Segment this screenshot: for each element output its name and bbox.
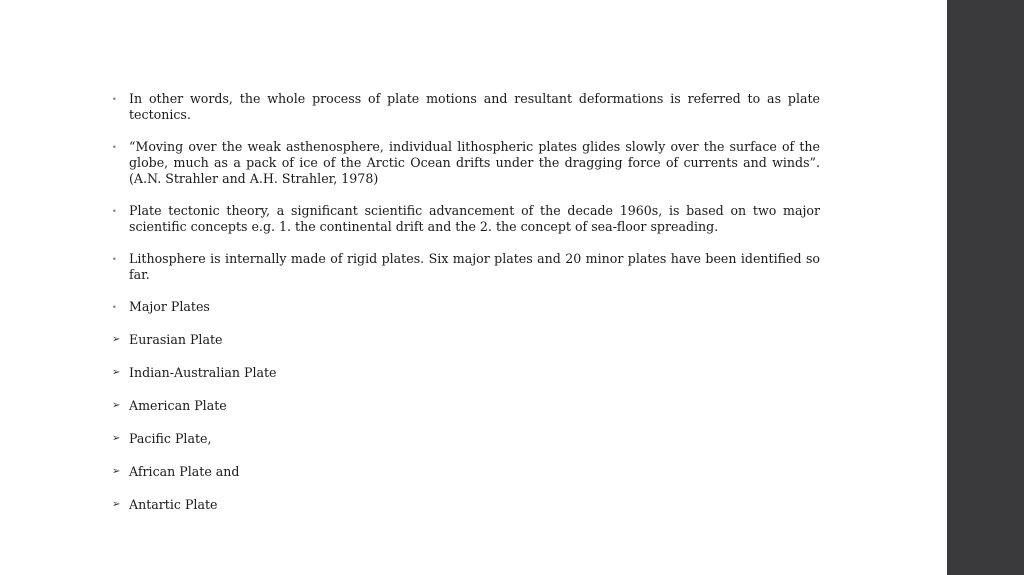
bullet-item <box>112 251 820 283</box>
arrow-bullet-icon: ➢ <box>112 367 121 378</box>
bullet-dot-icon: • <box>112 207 117 216</box>
bullet-text: Lithosphere is internally made of rigid plates. Six major plates and 20 minor plates have been identified so far. <box>129 251 820 282</box>
bullet-dot-icon: • <box>112 143 117 152</box>
arrow-bullet-icon: ➢ <box>112 499 121 510</box>
slide-content <box>112 91 820 530</box>
bullet-dot-icon: • <box>112 95 117 104</box>
bullet-text: Plate tectonic theory, a significant scientific advancement of the decade 1960s, is based on two major scientific concepts e.g. 1. the continental drift and the 2. the concept of sea-floor spreading. <box>129 203 820 234</box>
side-panel <box>947 0 1024 575</box>
plate-list-item <box>112 497 820 513</box>
arrow-bullet-icon: ➢ <box>112 433 121 444</box>
plate-name: Pacific Plate, <box>129 431 212 446</box>
bullet-item <box>112 91 820 123</box>
arrow-bullet-icon: ➢ <box>112 466 121 477</box>
plate-name: African Plate and <box>129 464 240 479</box>
plate-name: Eurasian Plate <box>129 332 223 347</box>
bullet-item <box>112 203 820 235</box>
bullet-text: In other words, the whole process of plate motions and resultant deformations is referred to as plate tectonics. <box>129 91 820 122</box>
plate-name: Indian-Australian Plate <box>129 365 277 380</box>
arrow-bullet-icon: ➢ <box>112 334 121 345</box>
plate-list-item <box>112 365 820 381</box>
bullet-dot-icon: • <box>112 303 117 312</box>
arrow-bullet-icon: ➢ <box>112 400 121 411</box>
bullet-item <box>112 139 820 187</box>
plate-name: American Plate <box>129 398 227 413</box>
bullet-item <box>112 299 820 315</box>
plate-list-item <box>112 332 820 348</box>
plate-list-item <box>112 398 820 414</box>
plate-name: Antartic Plate <box>129 497 218 512</box>
bullet-dot-icon: • <box>112 255 117 264</box>
plate-list-item <box>112 464 820 480</box>
bullet-text: Major Plates <box>129 299 210 314</box>
bullet-text: “Moving over the weak asthenosphere, individual lithospheric plates glides slowly over the surface of the globe, much as a pack of ice of the Arctic Ocean drifts under the dragging force of currents and winds”. (A.N. Strahler and A.H. Strahler, 1978) <box>129 139 820 186</box>
plate-list-item <box>112 431 820 447</box>
